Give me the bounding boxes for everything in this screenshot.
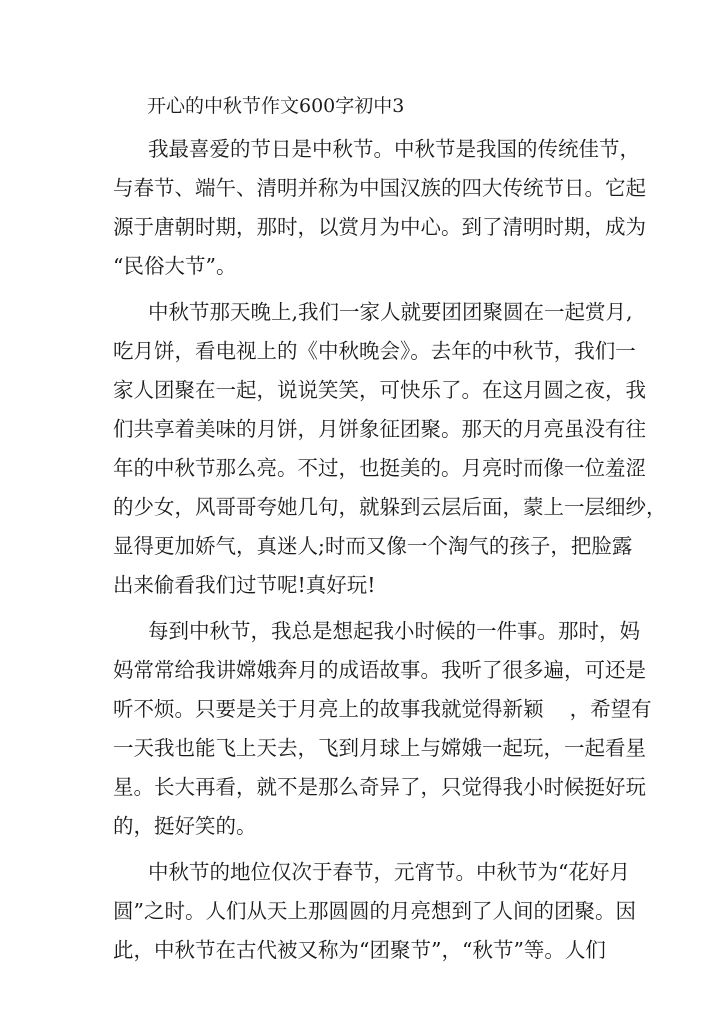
paragraph-line: 的，挺好笑的。: [113, 814, 257, 838]
paragraph-line: 家人团聚在一起，说说笑笑，可快乐了。在这月圆之夜，我: [113, 378, 646, 402]
paragraph-line: 出来偷看我们过节呢!真好玩!: [113, 573, 376, 597]
paragraph-line: 与春节、端午、清明并称为中国汉族的四大传统节日。它起: [113, 176, 646, 200]
paragraph-line: 此，中秋节在古代被又称为“团聚节”，“秋节”等。人们: [113, 938, 606, 962]
paragraph-line: “民俗大节”。: [113, 254, 237, 278]
paragraph-line: 我最喜爱的节日是中秋节。中秋节是我国的传统佳节，: [148, 137, 640, 161]
essay-title: 开心的中秋节作文600字初中3: [147, 95, 405, 117]
paragraph-line: 中秋节那天晚上,我们一家人就要团团聚圆在一起赏月,: [148, 300, 633, 324]
paragraph-line: 显得更加娇气，真迷人;时而又像一个淘气的孩子，把脸露: [113, 534, 633, 558]
paragraph-1: [113, 130, 646, 286]
paragraph-line: 们共享着美味的月饼，月饼象征团聚。那天的月亮虽没有往: [113, 417, 646, 441]
paragraph-4: [113, 853, 636, 970]
paragraph-line: 圆”之时。人们从天上那圆圆的月亮想到了人间的团聚。因: [113, 899, 636, 923]
essay-body: [113, 130, 667, 977]
paragraph-line: 源于唐朝时期，那时，以赏月为中心。到了清明时期，成为: [113, 215, 646, 239]
paragraph-line: 每到中秋节，我总是想起我小时候的一件事。那时，妈: [148, 619, 640, 643]
paragraph-line: 一天我也能飞上天去，飞到月球上与嫦娥一起玩，一起看星: [113, 736, 646, 760]
paragraph-line: 吃月饼，看电视上的《中秋晚会》。去年的中秋节，我们一: [113, 339, 636, 363]
paragraph-line: 听不烦。只要是关于月亮上的故事我就觉得新颖 ，希望有: [113, 697, 652, 721]
paragraph-line: 中秋节的地位仅次于春节，元宵节。中秋节为“花好月: [148, 860, 630, 884]
paragraph-line: 的少女，风哥哥夸她几句，就躲到云层后面，蒙上一层细纱，: [113, 495, 667, 519]
paragraph-line: 妈常常给我讲嫦娥奔月的成语故事。我听了很多遍，可还是: [113, 658, 646, 682]
paragraph-line: 星。长大再看，就不是那么奇异了，只觉得我小时候挺好玩: [113, 775, 646, 799]
paragraph-line: 年的中秋节那么亮。不过，也挺美的。月亮时而像一位羞涩: [113, 456, 646, 480]
paragraph-3: [113, 612, 652, 846]
paragraph-2: [113, 293, 667, 605]
